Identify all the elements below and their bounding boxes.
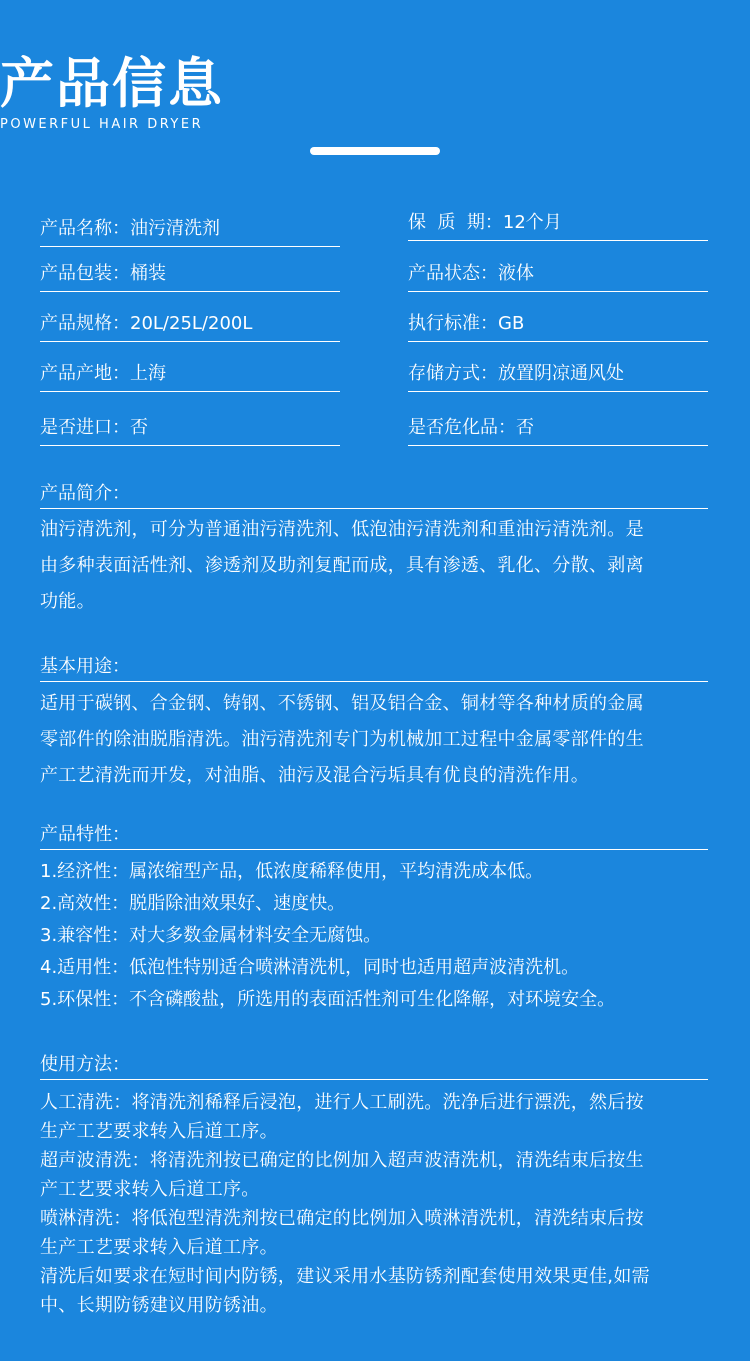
field-value: GB bbox=[498, 313, 525, 334]
field-value: 12个月 bbox=[502, 212, 562, 233]
field-label: 执行标准： bbox=[408, 313, 498, 334]
section-heading-basic-usage: 基本用途： bbox=[40, 654, 708, 682]
section-heading-features: 产品特性： bbox=[40, 822, 708, 850]
paragraph-line: 零部件的除油脱脂清洗。油污清洗剂专门为机械加工过程中金属零部件的生 bbox=[40, 729, 644, 750]
paragraph-line: 功能。 bbox=[40, 591, 95, 612]
paragraph-line: 适用于碳钢、合金钢、铸钢、不锈钢、铝及铝合金、铜材等各种材质的金属 bbox=[40, 693, 644, 714]
field-value: 油污清洗剂 bbox=[130, 218, 220, 239]
field-hazardous bbox=[408, 402, 708, 446]
paragraph-line: 由多种表面活性剂、渗透剂及助剂复配而成，具有渗透、乳化、分散、剥离 bbox=[40, 555, 644, 576]
field-storage bbox=[408, 348, 708, 392]
paragraph-line: 清洗后如要求在短时间内防锈，建议采用水基防锈剂配套使用效果更佳,如需 bbox=[40, 1266, 650, 1287]
field-product-name bbox=[40, 203, 340, 247]
field-label: 产品状态： bbox=[408, 263, 498, 284]
feature-item: 2.高效性：脱脂除油效果好、速度快。 bbox=[40, 893, 346, 914]
field-value: 上海 bbox=[130, 363, 166, 384]
field-spec bbox=[40, 298, 340, 342]
section-heading-intro: 产品简介： bbox=[40, 481, 708, 509]
field-origin bbox=[40, 348, 340, 392]
feature-item: 4.适用性：低泡性特别适合喷淋清洗机，同时也适用超声波清洗机。 bbox=[40, 957, 580, 978]
field-label: 产品规格： bbox=[40, 313, 130, 334]
section-heading-method: 使用方法： bbox=[40, 1052, 708, 1080]
paragraph-line: 中、长期防锈建议用防锈油。 bbox=[40, 1295, 278, 1316]
field-value: 否 bbox=[130, 417, 148, 438]
feature-item: 3.兼容性：对大多数金属材料安全无腐蚀。 bbox=[40, 925, 382, 946]
features-list bbox=[40, 856, 712, 1016]
field-standard bbox=[408, 298, 708, 342]
paragraph-line: 产工艺要求转入后道工序。 bbox=[40, 1179, 260, 1200]
intro-paragraph bbox=[40, 512, 712, 620]
paragraph-line: 油污清洗剂，可分为普通油污清洗剂、低泡油污清洗剂和重油污清洗剂。是 bbox=[40, 519, 644, 540]
field-label: 保 质 期： bbox=[408, 212, 503, 233]
field-label: 存储方式： bbox=[408, 363, 498, 384]
feature-item: 5.环保性：不含磷酸盐，所选用的表面活性剂可生化降解，对环境安全。 bbox=[40, 989, 616, 1010]
paragraph-line: 喷淋清洗：将低泡型清洗剂按已确定的比例加入喷淋清洗机，清洗结束后按 bbox=[40, 1208, 644, 1229]
paragraph-line: 超声波清洗：将清洗剂按已确定的比例加入超声波清洗机，清洗结束后按生 bbox=[40, 1150, 644, 1171]
field-value: 否 bbox=[516, 417, 534, 438]
paragraph-line: 人工清洗：将清洗剂稀释后浸泡，进行人工刷洗。洗净后进行漂洗，然后按 bbox=[40, 1092, 644, 1113]
field-value: 20L/25L/200L bbox=[130, 313, 253, 334]
field-label: 产品产地： bbox=[40, 363, 130, 384]
page-title: 产品信息 bbox=[0, 52, 224, 115]
field-label: 是否危化品： bbox=[408, 417, 516, 438]
field-label: 产品名称： bbox=[40, 218, 130, 239]
field-value: 液体 bbox=[498, 263, 534, 284]
field-packaging bbox=[40, 248, 340, 292]
method-paragraph bbox=[40, 1088, 712, 1320]
feature-item: 1.经济性：属浓缩型产品，低浓度稀释使用，平均清洗成本低。 bbox=[40, 861, 544, 882]
field-label: 产品包装： bbox=[40, 263, 130, 284]
paragraph-line: 生产工艺要求转入后道工序。 bbox=[40, 1237, 278, 1258]
field-label: 是否进口： bbox=[40, 417, 130, 438]
paragraph-line: 生产工艺要求转入后道工序。 bbox=[40, 1121, 278, 1142]
field-imported bbox=[40, 402, 340, 446]
title-underline-bar bbox=[310, 147, 440, 155]
paragraph-line: 产工艺清洗而开发，对油脂、油污及混合污垢具有优良的清洗作用。 bbox=[40, 765, 589, 786]
field-shelf-life bbox=[408, 197, 708, 241]
field-value: 放置阴凉通风处 bbox=[498, 363, 624, 384]
basic-usage-paragraph bbox=[40, 686, 712, 794]
field-value: 桶装 bbox=[130, 263, 166, 284]
page-subtitle: POWERFUL HAIR DRYER bbox=[0, 117, 204, 132]
field-state bbox=[408, 248, 708, 292]
